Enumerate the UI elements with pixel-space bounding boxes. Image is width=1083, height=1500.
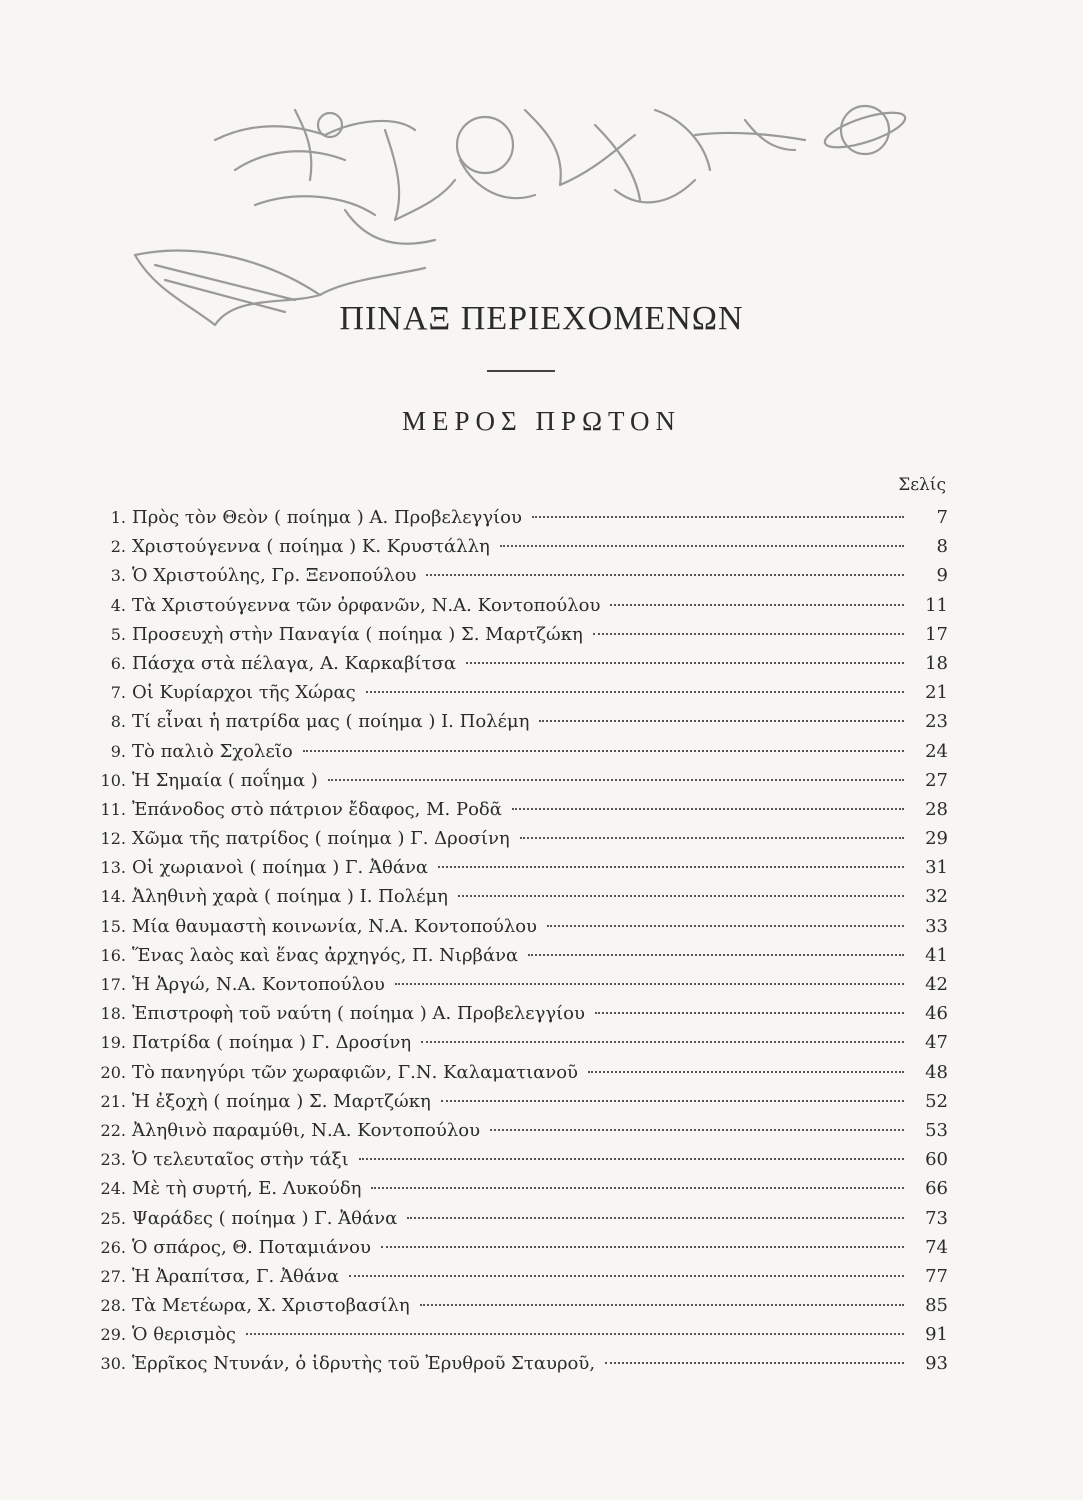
entry-title: Οἱ χωριανοὶ ( ποίημα ) Γ. Ἀθάνα (132, 857, 429, 879)
entry-number: 24. (100, 1179, 126, 1199)
toc-entry (100, 682, 948, 711)
toc-entry (100, 886, 948, 915)
entry-title: Τὸ πανηγύρι τῶν χωραφιῶν, Γ.Ν. Καλαματιανοῦ (132, 1061, 579, 1083)
entry-number: 5. (110, 624, 126, 644)
entry-page-number: 77 (925, 1265, 948, 1287)
entry-number: 22. (100, 1120, 126, 1140)
entry-title: Προσευχὴ στὴν Παναγία ( ποίημα ) Σ. Μαρτζώκη (132, 623, 583, 645)
dot-leader (366, 691, 904, 693)
toc-entry (100, 507, 948, 536)
title-divider (487, 370, 555, 372)
entry-number: 26. (100, 1237, 126, 1257)
dot-leader (438, 866, 904, 868)
entry-page-number: 21 (925, 682, 948, 704)
entry-page-number: 23 (925, 711, 948, 733)
dot-leader (421, 1041, 904, 1043)
page-title: ΠΙΝΑΞ ΠΕΡΙΕΧΟΜΕΝΩΝ (339, 300, 744, 337)
entry-page-number: 32 (925, 886, 948, 908)
flying-figures-icon (215, 110, 805, 244)
toc-entry (100, 624, 948, 653)
planet-icon (821, 106, 908, 155)
toc-entry (100, 1149, 948, 1178)
toc-entry (100, 1237, 948, 1266)
entry-number: 17. (100, 975, 126, 994)
entry-page-number: 93 (925, 1353, 948, 1375)
entry-title: Πατρίδα ( ποίημα ) Γ. Δροσίνη (132, 1032, 412, 1054)
toc-entry (100, 1120, 948, 1149)
entry-title: Τὰ Μετέωρα, Χ. Χριστοβασίλη (132, 1295, 410, 1317)
table-of-contents (100, 507, 948, 1383)
entry-number: 7. (110, 683, 126, 703)
toc-entry (100, 1091, 948, 1120)
entry-title: Ὁ σπάρος, Θ. Ποταμιάνου (132, 1236, 371, 1258)
entry-title: Ὁ Χριστούλης, Γρ. Ξενοπούλου (132, 565, 417, 587)
toc-entry (100, 1353, 948, 1382)
entry-number: 15. (100, 916, 126, 936)
entry-number: 12. (100, 829, 126, 849)
entry-page-number: 9 (936, 565, 948, 587)
entry-page-number: 7 (936, 507, 948, 528)
entry-page-number: 85 (925, 1295, 948, 1317)
section-title: ΜΕΡΟΣ ΠΡΩΤΟΝ (401, 406, 682, 436)
dot-leader (500, 545, 904, 547)
dot-leader (593, 633, 904, 635)
toc-entry (100, 799, 948, 828)
entry-number: 20. (100, 1062, 126, 1082)
entry-number: 21. (100, 1091, 126, 1111)
entry-page-number: 17 (925, 623, 948, 645)
entry-number: 18. (100, 1004, 126, 1024)
entry-number: 3. (110, 566, 126, 586)
entry-title: Ἡ Ἀργώ, Ν.Α. Κοντοπούλου (132, 974, 385, 995)
entry-page-number: 28 (925, 798, 948, 820)
entry-page-number: 74 (925, 1236, 948, 1258)
entry-title: Χῶμα τῆς πατρίδος ( ποίημα ) Γ. Δροσίνη (132, 828, 510, 850)
entry-number: 2. (110, 537, 126, 557)
entry-title: Ἀληθινὸ παραμύθι, Ν.Α. Κοντοπούλου (132, 1119, 481, 1141)
entry-title: Ἑρρῖκος Ντυνάν, ὁ ἱδρυτὴς τοῦ Ἐρυθροῦ Σταυροῦ, (132, 1353, 596, 1375)
entry-number: 27. (100, 1266, 126, 1286)
entry-title: Ἡ Ἀραπίτσα, Γ. Ἀθάνα (132, 1265, 340, 1287)
toc-entry (100, 1295, 948, 1324)
entry-page-number: 31 (925, 857, 948, 879)
entry-title: Ὁ θερισμὸς (132, 1324, 236, 1346)
entry-number: 1. (110, 508, 126, 527)
toc-entry (100, 1003, 948, 1032)
entry-number: 23. (100, 1150, 126, 1170)
entry-number: 16. (100, 945, 126, 965)
entry-title: Οἱ Κυρίαρχοι τῆς Χώρας (132, 682, 356, 704)
dot-leader (528, 954, 904, 956)
dot-leader (303, 750, 904, 752)
dot-leader (547, 925, 904, 927)
entry-page-number: 41 (925, 944, 948, 966)
entry-number: 10. (100, 770, 126, 790)
entry-number: 14. (100, 887, 126, 907)
dot-leader (420, 1304, 904, 1306)
entry-title: Ἡ ἐξοχὴ ( ποίημα ) Σ. Μαρτζώκη (132, 1090, 431, 1112)
dot-leader (466, 662, 904, 664)
entry-number: 13. (100, 858, 126, 878)
dot-leader (407, 1217, 904, 1219)
toc-entry (100, 857, 948, 886)
entry-page-number: 24 (925, 740, 948, 762)
toc-entry (100, 741, 948, 770)
entry-page-number: 91 (925, 1324, 948, 1346)
entry-page-number: 47 (925, 1032, 948, 1054)
entry-title: Ὁ τελευταῖος στὴν τάξι (132, 1149, 349, 1171)
dot-leader (520, 837, 904, 839)
entry-number: 11. (100, 799, 126, 819)
entry-title: Ψαράδες ( ποίημα ) Γ. Ἀθάνα (132, 1207, 398, 1229)
entry-number: 25. (100, 1208, 126, 1228)
dot-leader (381, 1246, 904, 1248)
entry-title: Μία θαυμαστὴ κοινωνία, Ν.Α. Κοντοπούλου (132, 915, 537, 937)
dot-leader (610, 604, 904, 606)
entry-title: Πρὸς τὸν Θεὸν ( ποίημα ) Α. Προβελεγγίου (132, 507, 522, 528)
entry-number: 30. (100, 1354, 126, 1374)
toc-entry (100, 536, 948, 565)
entry-title: Ἐπιστροφὴ τοῦ ναύτη ( ποίημα ) Α. Προβελεγγίου (132, 1003, 585, 1025)
entry-page-number: 33 (925, 915, 948, 937)
dot-leader (595, 1012, 904, 1014)
entry-page-number: 8 (936, 536, 948, 558)
entry-page-number: 11 (925, 594, 948, 616)
toc-entry (100, 1032, 948, 1061)
toc-entry (100, 595, 948, 624)
toc-entry (100, 1178, 948, 1207)
entry-page-number: 48 (925, 1061, 948, 1083)
dot-leader (349, 1275, 904, 1277)
entry-title: Ἡ Σημαία ( ποΐημα ) (132, 769, 318, 791)
dot-leader (512, 808, 904, 810)
entry-title: Τὸ παλιὸ Σχολεῖο (132, 740, 293, 762)
dot-leader (539, 720, 904, 722)
dot-leader (328, 779, 904, 781)
entry-page-number: 42 (925, 974, 948, 995)
toc-entry (100, 565, 948, 594)
dot-leader (458, 895, 904, 897)
entry-page-number: 52 (925, 1090, 948, 1112)
entry-title: Ἐπάνοδος στὸ πάτριον ἔδαφος, Μ. Ροδᾶ (132, 798, 502, 820)
entry-title: Ἕνας λαὸς καὶ ἕνας ἀρχηγός, Π. Νιρβάνα (132, 944, 519, 966)
entry-title: Ἀληθινὴ χαρὰ ( ποίημα ) Ι. Πολέμη (132, 886, 448, 908)
entry-page-number: 53 (925, 1119, 948, 1141)
toc-entry (100, 770, 948, 799)
entry-title: Τί εἶναι ἡ πατρίδα μας ( ποίημα ) Ι. Πολέμη (132, 711, 530, 733)
dot-leader (532, 516, 904, 518)
entry-number: 8. (110, 712, 126, 732)
entry-title: Μὲ τὴ συρτή, Ε. Λυκούδη (132, 1178, 362, 1200)
entry-page-number: 73 (925, 1207, 948, 1229)
dot-leader (490, 1129, 904, 1131)
entry-page-number: 27 (925, 769, 948, 791)
toc-entry (100, 945, 948, 974)
dot-leader (371, 1187, 904, 1189)
dot-leader (246, 1333, 904, 1335)
entry-number: 4. (110, 595, 126, 615)
entry-page-number: 29 (925, 828, 948, 850)
toc-entry (100, 1324, 948, 1353)
entry-page-number: 46 (925, 1003, 948, 1025)
toc-entry (100, 653, 948, 682)
toc-entry (100, 1266, 948, 1295)
entry-number: 28. (100, 1296, 126, 1316)
entry-title: Τὰ Χριστούγεννα τῶν ὀρφανῶν, Ν.Α. Κοντοπούλου (132, 594, 601, 616)
page-column-header: Σελίς (898, 475, 946, 495)
entry-page-number: 66 (925, 1178, 948, 1200)
dot-leader (426, 574, 904, 576)
entry-number: 9. (110, 741, 126, 761)
toc-entry (100, 1208, 948, 1237)
toc-entry (100, 916, 948, 945)
dot-leader (359, 1158, 904, 1160)
entry-page-number: 60 (925, 1149, 948, 1171)
dot-leader (441, 1100, 904, 1102)
entry-number: 19. (100, 1033, 126, 1053)
toc-entry (100, 1062, 948, 1091)
entry-title: Χριστούγεννα ( ποίημα ) Κ. Κρυστάλλη (132, 536, 490, 558)
dot-leader (395, 983, 904, 985)
entry-number: 29. (100, 1325, 126, 1345)
toc-entry (100, 711, 948, 740)
dot-leader (588, 1071, 904, 1073)
toc-entry (100, 828, 948, 857)
entry-title: Πάσχα στὰ πέλαγα, Α. Καρκαβίτσα (132, 652, 457, 674)
entry-page-number: 18 (925, 652, 948, 674)
dot-leader (605, 1362, 904, 1364)
entry-number: 6. (110, 653, 126, 673)
toc-entry (100, 974, 948, 1003)
